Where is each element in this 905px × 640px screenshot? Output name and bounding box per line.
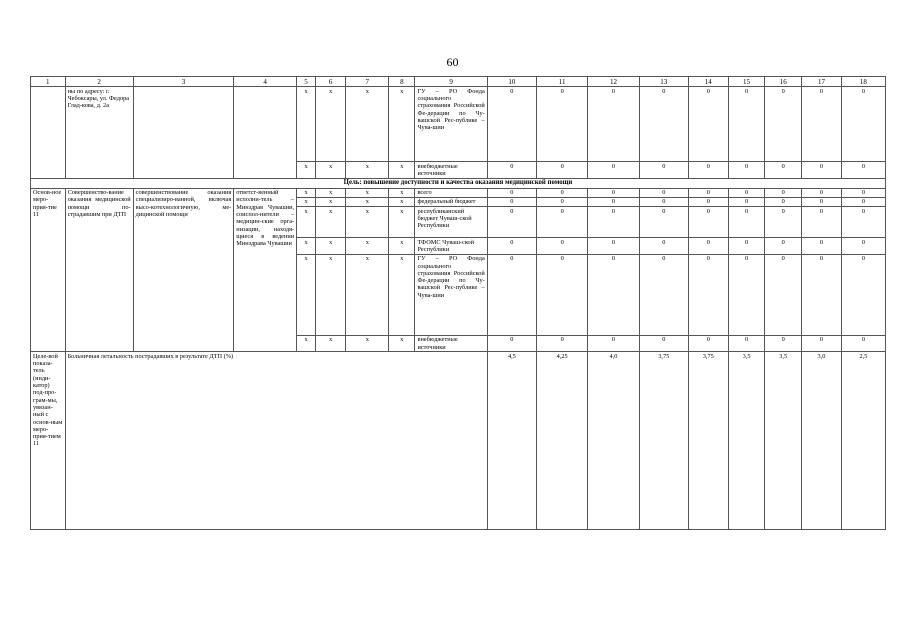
empty-cell <box>234 87 297 179</box>
value-cell: 0 <box>639 87 688 162</box>
column-number: 3 <box>133 77 234 87</box>
value-cell: 0 <box>688 238 728 255</box>
value-cell: 0 <box>487 238 536 255</box>
value-cell: 0 <box>728 207 765 238</box>
value-cell: 0 <box>841 197 885 206</box>
value-cell: 0 <box>537 188 588 197</box>
value-cell: 0 <box>639 188 688 197</box>
funding-source-cell: всего <box>415 188 487 197</box>
value-cell: 0 <box>688 188 728 197</box>
measure-label-cell: Основ-ное меро-прия-тие 11 <box>31 188 66 352</box>
value-cell: 0 <box>639 238 688 255</box>
value-cell: 0 <box>802 207 842 238</box>
value-cell: 0 <box>841 207 885 238</box>
indicator-value: 4,25 <box>537 352 588 530</box>
column-number: 11 <box>537 77 588 87</box>
value-cell: 0 <box>765 197 802 206</box>
code-cell: х <box>346 188 389 197</box>
value-cell: 0 <box>728 197 765 206</box>
value-cell: 0 <box>537 87 588 162</box>
indicator-value: 3,0 <box>802 352 842 530</box>
value-cell: 0 <box>588 254 639 335</box>
value-cell: 0 <box>639 335 688 352</box>
funding-source-cell: ТФОМС Чуваш-ской Республики <box>415 238 487 255</box>
value-cell: 0 <box>765 254 802 335</box>
value-cell: 0 <box>841 87 885 162</box>
column-number: 14 <box>688 77 728 87</box>
code-cell: х <box>297 162 316 179</box>
value-cell: 0 <box>487 254 536 335</box>
table-row <box>31 188 886 197</box>
value-cell: 0 <box>728 87 765 162</box>
code-cell: х <box>389 188 415 197</box>
value-cell: 0 <box>639 197 688 206</box>
indicator-text-cell: Больничная летальность пострадавших в результате ДТП (%) <box>65 352 487 530</box>
measure-description-cell: совершенствование оказания специализиро-ванной, включая высо-котехнологичную, ме-дицинской помощи <box>133 188 234 352</box>
value-cell: 0 <box>487 162 536 179</box>
code-cell: х <box>315 207 345 238</box>
code-cell: х <box>297 238 316 255</box>
column-number: 12 <box>588 77 639 87</box>
value-cell: 0 <box>765 162 802 179</box>
value-cell: 0 <box>728 238 765 255</box>
column-number-row <box>31 77 886 87</box>
value-cell: 0 <box>802 197 842 206</box>
column-number: 4 <box>234 77 297 87</box>
empty-cell <box>31 87 66 179</box>
column-number: 18 <box>841 77 885 87</box>
code-cell: х <box>297 197 316 206</box>
value-cell: 0 <box>802 254 842 335</box>
code-cell: х <box>389 197 415 206</box>
value-cell: 0 <box>802 238 842 255</box>
code-cell: х <box>315 162 345 179</box>
code-cell: х <box>315 188 345 197</box>
code-cell: х <box>389 87 415 162</box>
goal-heading: Цель: повышение доступности и качества оказания медицинской помощи <box>31 178 886 188</box>
value-cell: 0 <box>802 162 842 179</box>
funding-source-cell: федеральный бюджет <box>415 197 487 206</box>
value-cell: 0 <box>537 162 588 179</box>
goal-row <box>31 178 886 188</box>
indicator-value: 3,75 <box>639 352 688 530</box>
value-cell: 0 <box>537 207 588 238</box>
value-cell: 0 <box>802 188 842 197</box>
column-number: 17 <box>802 77 842 87</box>
value-cell: 0 <box>487 207 536 238</box>
value-cell: 0 <box>841 162 885 179</box>
table-row <box>31 87 886 162</box>
value-cell: 0 <box>728 335 765 352</box>
code-cell: х <box>297 87 316 162</box>
value-cell: 0 <box>802 87 842 162</box>
indicator-label-cell: Целе-вой показа-тель (инди-катор) под-про-грам-мы, увязан-ный с основ-ным меро-прия-тием 11 <box>31 352 66 530</box>
column-number: 6 <box>315 77 345 87</box>
funding-source-cell: республиканский бюджет Чуваш-ской Республики <box>415 207 487 238</box>
value-cell: 0 <box>765 87 802 162</box>
code-cell: х <box>297 207 316 238</box>
code-cell: х <box>315 335 345 352</box>
code-cell: х <box>389 335 415 352</box>
indicator-value: 3,5 <box>728 352 765 530</box>
code-cell: х <box>346 162 389 179</box>
empty-cell <box>133 87 234 179</box>
program-table <box>30 76 886 530</box>
value-cell: 0 <box>588 188 639 197</box>
value-cell: 0 <box>728 162 765 179</box>
value-cell: 0 <box>728 188 765 197</box>
value-cell: 0 <box>765 238 802 255</box>
code-cell: х <box>389 162 415 179</box>
indicator-row <box>31 352 886 530</box>
value-cell: 0 <box>841 188 885 197</box>
value-cell: 0 <box>487 188 536 197</box>
value-cell: 0 <box>841 238 885 255</box>
code-cell: х <box>297 335 316 352</box>
value-cell: 0 <box>688 254 728 335</box>
code-cell: х <box>315 238 345 255</box>
funding-source-cell: внебюджетные источники <box>415 162 487 179</box>
value-cell: 0 <box>537 254 588 335</box>
code-cell: х <box>315 87 345 162</box>
value-cell: 0 <box>588 207 639 238</box>
code-cell: х <box>346 207 389 238</box>
value-cell: 0 <box>765 207 802 238</box>
code-cell: х <box>346 87 389 162</box>
value-cell: 0 <box>688 87 728 162</box>
code-cell: х <box>315 197 345 206</box>
indicator-value: 4,0 <box>588 352 639 530</box>
value-cell: 0 <box>688 207 728 238</box>
code-cell: х <box>346 238 389 255</box>
responsible-cell: ответст-венный исполни-тель – Минздрав Чувашии, соиспол-нители – медицин-ские орга-низации, находя-щиеся в ведении Минздрава Чувашии <box>234 188 297 352</box>
indicator-value: 2,5 <box>841 352 885 530</box>
value-cell: 0 <box>765 335 802 352</box>
value-cell: 0 <box>688 162 728 179</box>
column-number: 15 <box>728 77 765 87</box>
value-cell: 0 <box>487 197 536 206</box>
column-number: 8 <box>389 77 415 87</box>
value-cell: 0 <box>487 87 536 162</box>
value-cell: 0 <box>588 197 639 206</box>
value-cell: 0 <box>728 254 765 335</box>
value-cell: 0 <box>537 238 588 255</box>
value-cell: 0 <box>588 238 639 255</box>
funding-source-cell: ГУ – РО Фонда социального страхования Российской Фе-дерации по Чу-вашской Рес-публике – Чува-шии <box>415 87 487 162</box>
code-cell: х <box>346 197 389 206</box>
column-number: 10 <box>487 77 536 87</box>
value-cell: 0 <box>588 162 639 179</box>
value-cell: 0 <box>588 335 639 352</box>
column-number: 2 <box>65 77 133 87</box>
column-number: 1 <box>31 77 66 87</box>
column-number: 9 <box>415 77 487 87</box>
value-cell: 0 <box>765 188 802 197</box>
code-cell: х <box>389 207 415 238</box>
value-cell: 0 <box>841 335 885 352</box>
column-number: 5 <box>297 77 316 87</box>
indicator-value: 3,5 <box>765 352 802 530</box>
code-cell: х <box>297 254 316 335</box>
value-cell: 0 <box>588 87 639 162</box>
code-cell: х <box>297 188 316 197</box>
value-cell: 0 <box>688 335 728 352</box>
code-cell: х <box>389 254 415 335</box>
value-cell: 0 <box>639 162 688 179</box>
value-cell: 0 <box>802 335 842 352</box>
indicator-value: 4,5 <box>487 352 536 530</box>
page-number: 60 <box>446 55 459 69</box>
measure-title-cell: Совершенство-вание оказания медицинской помощи по-страдавшим при ДТП <box>65 188 133 352</box>
column-number: 7 <box>346 77 389 87</box>
funding-source-cell: внебюджетные источники <box>415 335 487 352</box>
column-number: 16 <box>765 77 802 87</box>
funding-source-cell: ГУ – РО Фонда социального страхования Российской Фе-дерации по Чу-вашской Рес-публике – Чува-шии <box>415 254 487 335</box>
value-cell: 0 <box>537 197 588 206</box>
indicator-value: 3,75 <box>688 352 728 530</box>
value-cell: 0 <box>487 335 536 352</box>
code-cell: х <box>346 335 389 352</box>
address-cell: ны по адресу: г. Чебоксары, ул. Федора Глад-кова, д. 2а <box>65 87 133 179</box>
code-cell: х <box>389 238 415 255</box>
value-cell: 0 <box>841 254 885 335</box>
value-cell: 0 <box>639 207 688 238</box>
value-cell: 0 <box>537 335 588 352</box>
code-cell: х <box>346 254 389 335</box>
value-cell: 0 <box>639 254 688 335</box>
code-cell: х <box>315 254 345 335</box>
value-cell: 0 <box>688 197 728 206</box>
column-number: 13 <box>639 77 688 87</box>
